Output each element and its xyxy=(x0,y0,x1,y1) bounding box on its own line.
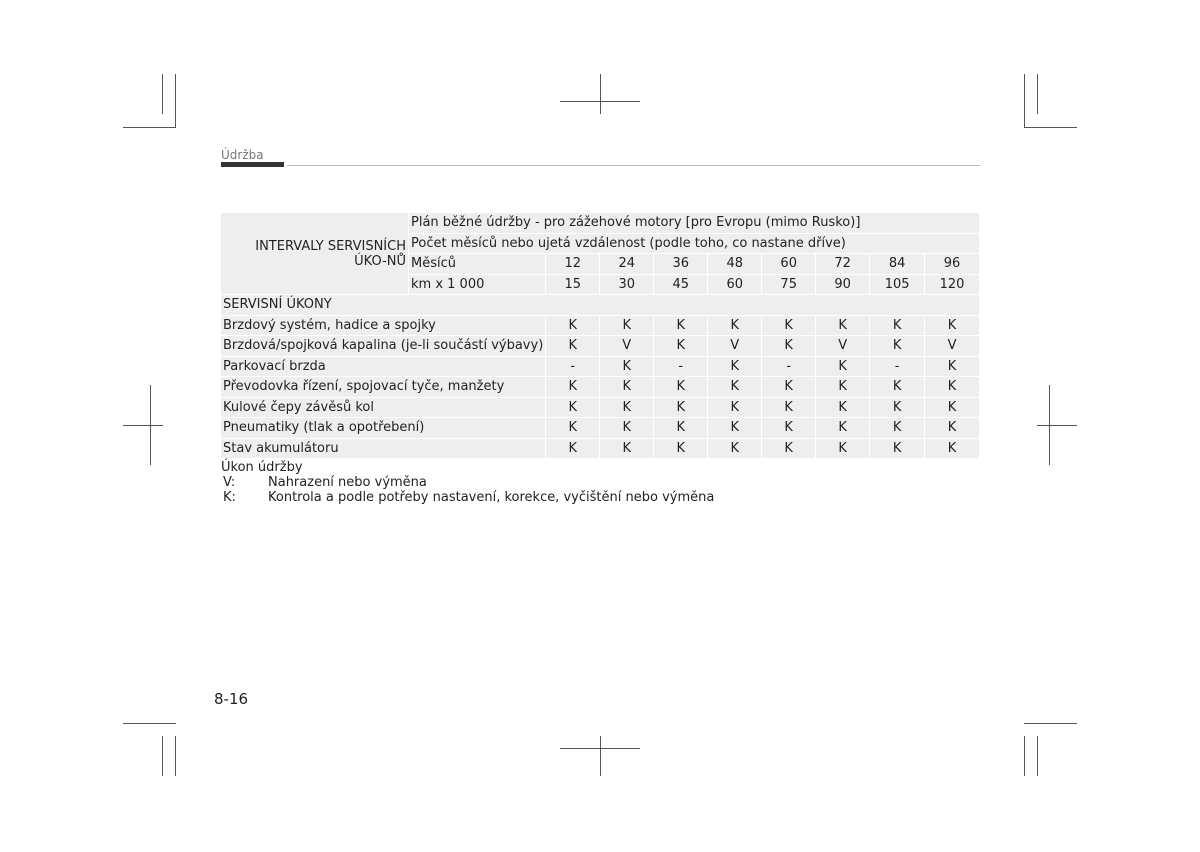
service-item-label: Pneumatiky (tlak a opotřebení) xyxy=(221,418,545,438)
table-row xyxy=(221,316,979,336)
service-interval-cell: K xyxy=(654,336,707,356)
service-interval-cell: K xyxy=(870,418,924,438)
legend-text: Kontrola a podle potřeby nastavení, korekce, vyčištění nebo výměna xyxy=(268,490,715,505)
table-title: Plán běžné údržby - pro zážehové motory [pro Evropu (mimo Rusko)] xyxy=(409,213,979,233)
months-cell: 24 xyxy=(600,254,653,274)
service-interval-cell: K xyxy=(600,377,653,397)
table-row xyxy=(221,377,979,397)
table-subtitle: Počet měsíců nebo ujetá vzdálenost (podle toho, co nastane dříve) xyxy=(409,234,979,254)
service-interval-cell: K xyxy=(816,377,869,397)
service-interval-cell: K xyxy=(870,439,924,459)
service-interval-cell: K xyxy=(816,418,869,438)
months-cell: 60 xyxy=(762,254,815,274)
km-cell: 105 xyxy=(870,275,924,295)
service-interval-cell: K xyxy=(654,316,707,336)
service-item-label: Stav akumulátoru xyxy=(221,439,545,459)
table-row xyxy=(221,439,979,459)
service-interval-cell: - xyxy=(870,357,924,377)
section-header: SERVISNÍ ÚKONY xyxy=(221,295,979,315)
service-interval-cell: K xyxy=(762,336,815,356)
header-rule xyxy=(287,165,980,166)
service-interval-cell: K xyxy=(654,439,707,459)
service-interval-cell: K xyxy=(870,316,924,336)
months-label: Měsíců xyxy=(409,254,545,274)
service-interval-cell: K xyxy=(708,398,761,418)
service-interval-cell: K xyxy=(925,357,979,377)
service-interval-cell: V xyxy=(816,336,869,356)
service-interval-cell: K xyxy=(708,377,761,397)
service-interval-cell: K xyxy=(546,418,599,438)
legend-item xyxy=(221,490,714,505)
km-cell: 75 xyxy=(762,275,815,295)
months-cell: 12 xyxy=(546,254,599,274)
service-interval-cell: K xyxy=(925,418,979,438)
table-row xyxy=(221,398,979,418)
months-cell: 48 xyxy=(708,254,761,274)
service-interval-cell: K xyxy=(762,398,815,418)
table-corner-label: INTERVALY SERVISNÍCH ÚKO-NŮ xyxy=(221,213,408,294)
service-interval-cell: V xyxy=(708,336,761,356)
km-cell: 45 xyxy=(654,275,707,295)
months-cell: 84 xyxy=(870,254,924,274)
km-cell: 15 xyxy=(546,275,599,295)
service-interval-cell: K xyxy=(600,357,653,377)
service-interval-cell: K xyxy=(600,398,653,418)
service-interval-cell: K xyxy=(546,439,599,459)
legend-key: K: xyxy=(223,490,236,505)
service-interval-cell: K xyxy=(546,398,599,418)
service-interval-cell: K xyxy=(600,439,653,459)
service-interval-cell: - xyxy=(654,357,707,377)
service-item-label: Brzdová/spojková kapalina (je-li součástí výbavy) xyxy=(221,336,545,356)
service-interval-cell: V xyxy=(925,336,979,356)
service-interval-cell: K xyxy=(925,439,979,459)
service-interval-cell: K xyxy=(816,398,869,418)
service-interval-cell: K xyxy=(762,439,815,459)
service-interval-cell: K xyxy=(925,398,979,418)
km-cell: 30 xyxy=(600,275,653,295)
km-cell: 90 xyxy=(816,275,869,295)
legend-text: Nahrazení nebo výměna xyxy=(268,475,427,490)
service-interval-cell: K xyxy=(654,377,707,397)
legend xyxy=(221,460,714,505)
km-cell: 120 xyxy=(925,275,979,295)
service-interval-cell: K xyxy=(925,377,979,397)
service-item-label: Parkovací brzda xyxy=(221,357,545,377)
months-cell: 96 xyxy=(925,254,979,274)
service-interval-cell: K xyxy=(654,418,707,438)
service-interval-cell: K xyxy=(546,336,599,356)
service-interval-cell: K xyxy=(600,316,653,336)
service-interval-cell: K xyxy=(870,398,924,418)
legend-title: Úkon údržby xyxy=(221,460,303,475)
km-label: km x 1 000 xyxy=(409,275,545,295)
service-interval-cell: K xyxy=(654,398,707,418)
service-interval-cell: - xyxy=(546,357,599,377)
service-interval-cell: K xyxy=(708,316,761,336)
legend-key: V: xyxy=(223,475,236,490)
km-cell: 60 xyxy=(708,275,761,295)
service-interval-cell: K xyxy=(762,377,815,397)
service-interval-cell: K xyxy=(708,439,761,459)
maintenance-schedule-table xyxy=(220,212,980,459)
service-interval-cell: K xyxy=(762,316,815,336)
service-interval-cell: K xyxy=(600,418,653,438)
table-row xyxy=(221,336,979,356)
service-interval-cell: K xyxy=(546,377,599,397)
service-interval-cell: K xyxy=(816,357,869,377)
service-interval-cell: K xyxy=(925,316,979,336)
service-item-label: Kulové čepy závěsů kol xyxy=(221,398,545,418)
table-row xyxy=(221,418,979,438)
service-item-label: Brzdový systém, hadice a spojky xyxy=(221,316,545,336)
service-interval-cell: K xyxy=(816,439,869,459)
service-interval-cell: K xyxy=(708,418,761,438)
service-interval-cell: V xyxy=(600,336,653,356)
table-title-row xyxy=(221,213,979,233)
legend-item xyxy=(221,475,714,490)
service-interval-cell: - xyxy=(762,357,815,377)
service-interval-cell: K xyxy=(762,418,815,438)
service-interval-cell: K xyxy=(708,357,761,377)
section-header-row xyxy=(221,295,979,315)
service-interval-cell: K xyxy=(816,316,869,336)
page-number: 8-16 xyxy=(214,690,249,708)
service-item-label: Převodovka řízení, spojovací tyče, manžety xyxy=(221,377,545,397)
service-interval-cell: K xyxy=(870,377,924,397)
service-interval-cell: K xyxy=(870,336,924,356)
table-row xyxy=(221,357,979,377)
months-cell: 36 xyxy=(654,254,707,274)
service-interval-cell: K xyxy=(546,316,599,336)
months-cell: 72 xyxy=(816,254,869,274)
header-accent-bar xyxy=(221,162,284,167)
section-title: Údržba xyxy=(221,148,264,162)
